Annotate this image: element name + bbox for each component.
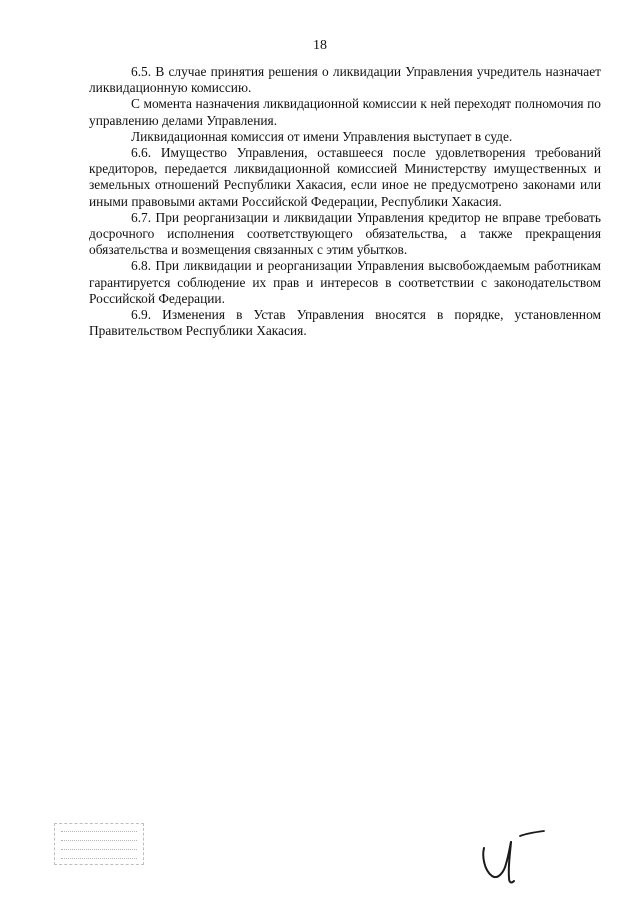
- paragraph-6-5: 6.5. В случае принятия решения о ликвидации Управления учредитель назначает ликвидационную комиссию.: [89, 64, 601, 96]
- paragraph-6-5-court: Ликвидационная комиссия от имени Управления выступает в суде.: [131, 128, 513, 144]
- paragraph-6-5-commission-powers: С момента назначения ликвидационной комиссии к ней переходят полномочия по управлению делами Управления.: [89, 96, 601, 128]
- paragraph-6-7: 6.7. При реорганизации и ликвидации Управления кредитор не вправе требовать досрочного исполнения соответствующего обязательства, а также прекращения обязательства и возмещения связанных с этим убытков.: [89, 209, 601, 258]
- stamp-line: [61, 831, 137, 833]
- stamp-line: [61, 840, 137, 842]
- page-number: 18: [313, 38, 327, 53]
- faded-stamp-icon: [54, 823, 144, 865]
- paragraph-6-6: 6.6. Имущество Управления, оставшееся после удовлетворения требований кредиторов, передается ликвидационной комиссией Министерству имущественных и земельных отношений Республики Хакасия, если иное не предусмотрено законами или иными правовыми актами Российской Федерации, Республики Хакасия.: [89, 145, 601, 209]
- handwritten-signature-icon: [476, 826, 556, 888]
- paragraph-6-8: 6.8. При ликвидации и реорганизации Управления высвобождаемым работникам гарантируется соблюдение их прав и интересов в соответствии с законодательством Российской Федерации.: [89, 258, 601, 306]
- document-body: [89, 64, 601, 339]
- paragraph-6-9: 6.9. Изменения в Устав Управления вносятся в порядке, установленном Правительством Республики Хакасия.: [89, 307, 601, 339]
- stamp-line: [61, 849, 137, 851]
- stamp-line: [61, 858, 137, 860]
